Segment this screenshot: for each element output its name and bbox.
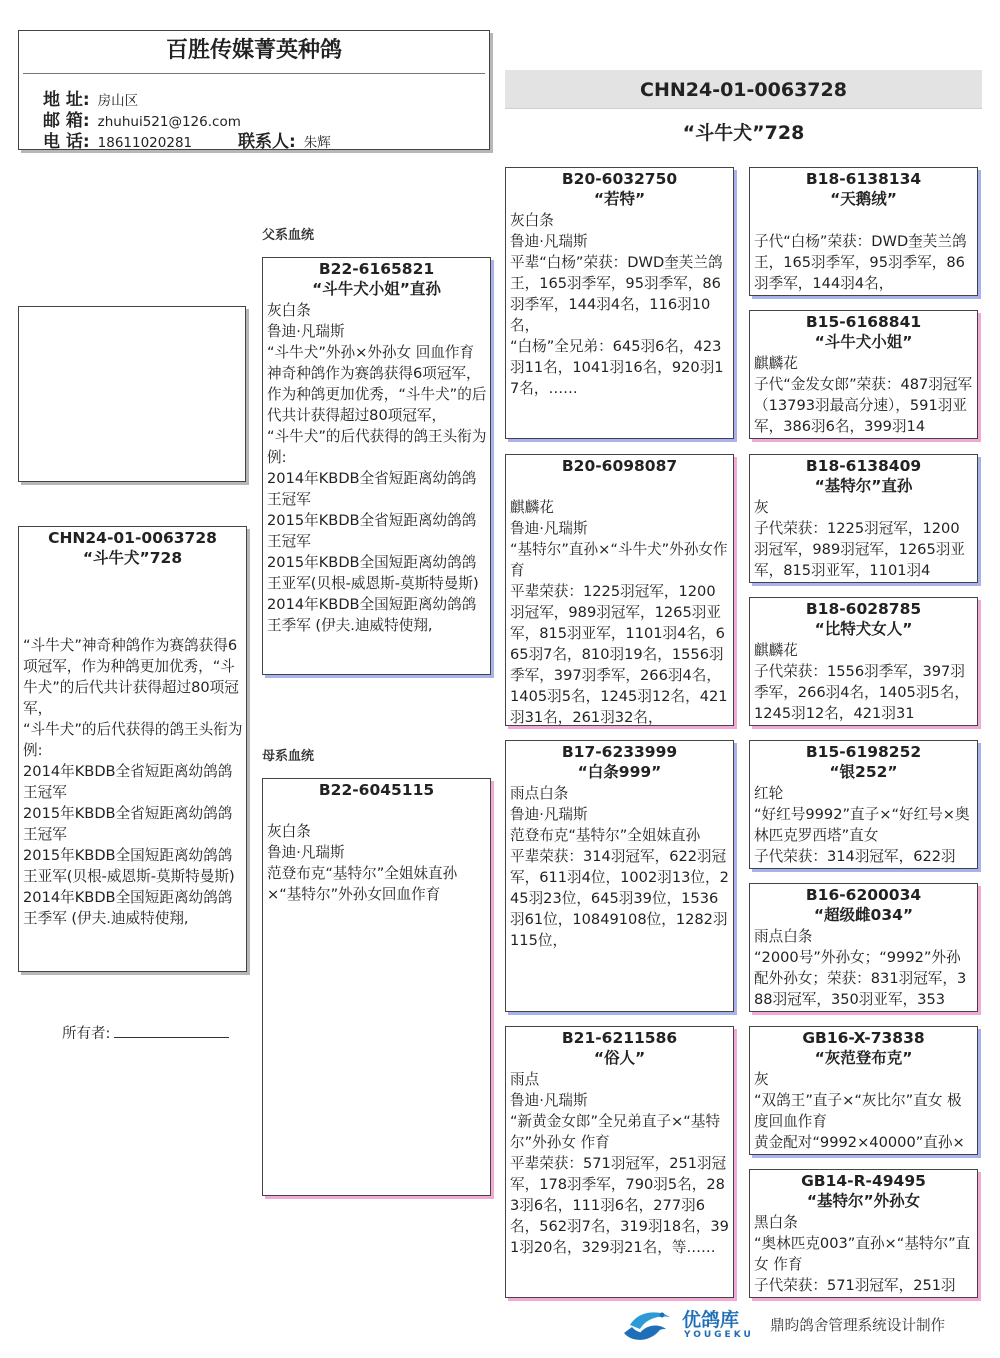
g4-card-7: [749, 1026, 978, 1155]
g4-ring: GB14-R-49495: [801, 1172, 926, 1190]
pigeon-nickname-banner: “斗牛犬”728: [682, 122, 805, 144]
g3-nickname: “白条999”: [577, 763, 662, 781]
g4-nickname: “灰范登布克”: [814, 1049, 913, 1067]
g4-card-3: [749, 454, 978, 583]
pigeon-main-card: [18, 526, 247, 972]
g4-color: 灰: [754, 1071, 769, 1088]
yougeku-logo: [618, 1303, 754, 1345]
g3-ring: B21-6211586: [561, 1029, 678, 1047]
g3-sire-dam-card: [505, 454, 734, 726]
g3-strain: 鲁迪·凡瑞斯: [510, 806, 588, 823]
g3-ring: B20-6032750: [561, 170, 678, 188]
g4-description: 子代“金发女郎”荣获：487羽冠军（13793羽最高分速），591羽亚军，386羽6名，399羽14: [754, 376, 973, 435]
g3-sire-sire-card: [505, 167, 734, 439]
g4-color: 麒麟花: [754, 355, 798, 372]
g4-ring: B18-6138409: [805, 457, 922, 475]
owner-signature-line: [114, 1023, 229, 1038]
logo-cn: 优鸽库: [682, 1309, 740, 1331]
g4-nickname: “银252”: [829, 763, 898, 781]
g4-nickname: “基特尔”直孙: [814, 477, 913, 495]
g4-ring: B18-6138134: [805, 170, 922, 188]
pigeon-photo: [18, 306, 246, 482]
main-description: “斗牛犬”神奇种鸽作为赛鸽获得6项冠军，作为种鸽更加优秀，“斗牛犬”的后代共计获得超过80项冠军， “斗牛犬”的后代获得的鸽王头衔为例: 2014年KBDB全省短距离幼鸽鸽王冠军 2015年KBDB全省短距离幼鸽鸽王冠军 2015年KBDB全国短距离幼鸽鸽王亚军(贝根-威恩斯-莫斯特曼斯) 2014年KBDB全国短距离幼鸽鸽王季军 (伊夫.迪威特使翔,: [23, 637, 243, 927]
g4-color: 红轮: [754, 785, 784, 802]
dam-ring: B22-6045115: [318, 781, 435, 799]
email-value[interactable]: zhuhui521@126.com: [97, 114, 241, 130]
email-label: 邮 箱:: [43, 111, 90, 131]
g3-color: 雨点: [510, 1071, 540, 1088]
address-value: 房山区: [97, 93, 139, 109]
g4-description: “2000号”外孙女；“9992”外孙配外孙女；荣获：831羽冠军，388羽冠军，350羽亚军，353: [754, 949, 967, 1008]
g3-color: 灰白条: [510, 212, 554, 229]
g4-card-4: [749, 597, 978, 726]
loft-header: [18, 30, 490, 150]
g4-color: 黑白条: [754, 1214, 798, 1231]
sire-ring: B22-6165821: [318, 260, 435, 278]
g3-description: “基特尔”直孙×“斗牛犬”外孙女作育 平辈荣获：1225羽冠军，1200羽冠军，989羽冠军，1265羽亚军，815羽亚军，1101羽4名，665羽7名，810羽19名，1556羽季军，397羽季军，266羽4名，1405羽5名，1245羽12名，421羽31名，261羽32名，: [510, 541, 728, 726]
sire-strain: 鲁迪·凡瑞斯: [267, 323, 345, 340]
g4-description: 子代荣获：1556羽季军，397羽季军，266羽4名，1405羽5名，1245羽12名，421羽31: [754, 663, 969, 722]
g3-description: 平辈“白杨”荣获：DWD奎芙兰鸽王，165羽季军，95羽季军，86羽季军，144羽4名，116羽10名， “白杨”全兄弟：645羽6名，423羽11名，1041羽16名，920羽17名，……: [510, 254, 724, 397]
g4-card-2: [749, 310, 978, 439]
loft-title: 百胜传媒菁英种鸽: [165, 38, 342, 63]
contact-value: 朱辉: [303, 135, 331, 150]
g4-color: 灰: [754, 499, 769, 516]
g4-description: 子代荣获：1225羽冠军，1200羽冠军，989羽冠军，1265羽亚军，815羽亚军，1101羽4: [754, 520, 965, 579]
pigeon-ring-banner: CHN24-01-0063728: [505, 70, 982, 109]
contact-label: 联系人:: [238, 132, 296, 150]
g4-card-1: [749, 167, 978, 296]
g3-nickname: “俗人”: [593, 1049, 646, 1067]
g4-card-5: [749, 740, 978, 869]
g3-strain: 鲁迪·凡瑞斯: [510, 1092, 588, 1109]
g4-card-8: [749, 1169, 978, 1298]
logo-en: YOUGEKU: [684, 1330, 754, 1340]
sire-description: “斗牛犬”外孙×外孙女 回血作育 神奇种鸽作为赛鸽获得6项冠军，作为种鸽更加优秀，“斗牛犬”的后代共计获得超过80项冠军， “斗牛犬”的后代获得的鸽王头衔为例: 2014年KBDB全省短距离幼鸽鸽王冠军 2015年KBDB全省短距离幼鸽鸽王冠军 2015年KBDB全国短距离幼鸽鸽王亚军(贝根-威恩斯-莫斯特曼斯) 2014年KBDB全国短距离幼鸽鸽王季军 (伊夫.迪威特使翔,: [267, 344, 487, 634]
g3-strain: 鲁迪·凡瑞斯: [510, 520, 588, 537]
main-nickname: “斗牛犬”728: [82, 549, 183, 567]
g4-ring: GB16-X-73838: [802, 1029, 925, 1047]
owner-label: 所有者:: [62, 1026, 111, 1042]
footer-credit: 鼎昀鸽舍管理系统设计制作: [770, 1317, 946, 1334]
g3-dam-sire-card: [505, 740, 734, 1012]
dam-strain: 鲁迪·凡瑞斯: [267, 844, 345, 861]
g3-nickname: “若特”: [593, 190, 646, 208]
g4-card-6: [749, 883, 978, 1012]
g4-color: 雨点白条: [754, 928, 813, 945]
g4-description: “奥林匹克003”直孙×“基特尔”直女 作育 子代荣获：571羽冠军，251羽: [754, 1235, 971, 1294]
g4-nickname: “天鹅绒”: [830, 190, 897, 208]
phone-label: 电 话:: [43, 132, 90, 150]
g3-ring: B20-6098087: [561, 457, 678, 475]
dam-card: [262, 778, 491, 1196]
g4-nickname: “比特犬女人”: [814, 620, 913, 638]
g4-ring: B15-6168841: [805, 313, 922, 331]
g4-nickname: “基特尔”外孙女: [806, 1192, 921, 1210]
sire-card: [262, 257, 491, 675]
g3-color: 雨点白条: [510, 785, 569, 802]
g4-description: “好红号9992”直子×“好红号×奥林匹克罗西塔”直女 子代荣获：314羽冠军，622羽: [754, 806, 970, 865]
g4-ring: B18-6028785: [805, 600, 922, 618]
g4-ring: B16-6200034: [805, 886, 922, 904]
phone-row: [43, 127, 331, 150]
dam-color: 灰白条: [267, 823, 311, 840]
sire-color: 灰白条: [267, 302, 311, 319]
g3-dam-dam-card: [505, 1026, 734, 1298]
header-divider: [23, 73, 485, 74]
sire-nickname: “斗牛犬小姐”直孙: [312, 280, 441, 298]
g3-strain: 鲁迪·凡瑞斯: [510, 233, 588, 250]
sire-line-label: 父系血统: [262, 228, 315, 243]
g4-description: “双鸽王”直子×“灰比尔”直女 极度回血作育 黄金配对“9992×40000”直孙×: [754, 1092, 965, 1151]
owner-field: [62, 1022, 229, 1043]
g3-description: “新黄金女郎”全兄弟直子×“基特尔”外孙女 作育 平辈荣获：571羽冠军，251羽冠军，178羽季军，790羽5名，283羽6名，111羽6名，277羽6名，562羽7名，319羽18名，391羽20名，329羽21名，等……: [510, 1113, 729, 1256]
g4-description: 子代“白杨”荣获：DWD奎芙兰鸽王，165羽季军，95羽季军，86羽季军，144羽4名，: [754, 233, 967, 292]
phone-value: 18611020281: [97, 135, 193, 150]
g4-nickname: “斗牛犬小姐”: [814, 333, 913, 351]
main-ring: CHN24-01-0063728: [48, 529, 217, 547]
address-label: 地 址:: [43, 90, 90, 110]
g3-ring: B17-6233999: [561, 743, 678, 761]
g3-description: 范登布克“基特尔”全姐妹直孙 平辈荣获：314羽冠军，622羽冠军，611羽4位，1002羽13位，245羽23位，645羽39位，1536羽61位，10849108位，1282羽115位，: [510, 827, 729, 949]
g4-ring: B15-6198252: [805, 743, 922, 761]
dam-line-label: 母系血统: [262, 749, 315, 764]
g4-nickname: “超级雌034”: [813, 906, 914, 924]
dam-description: 范登布克“基特尔”全姐妹直孙×“基特尔”外孙女回血作育: [267, 865, 458, 903]
g3-color: 麒麟花: [510, 499, 554, 516]
g4-color: 麒麟花: [754, 642, 798, 659]
